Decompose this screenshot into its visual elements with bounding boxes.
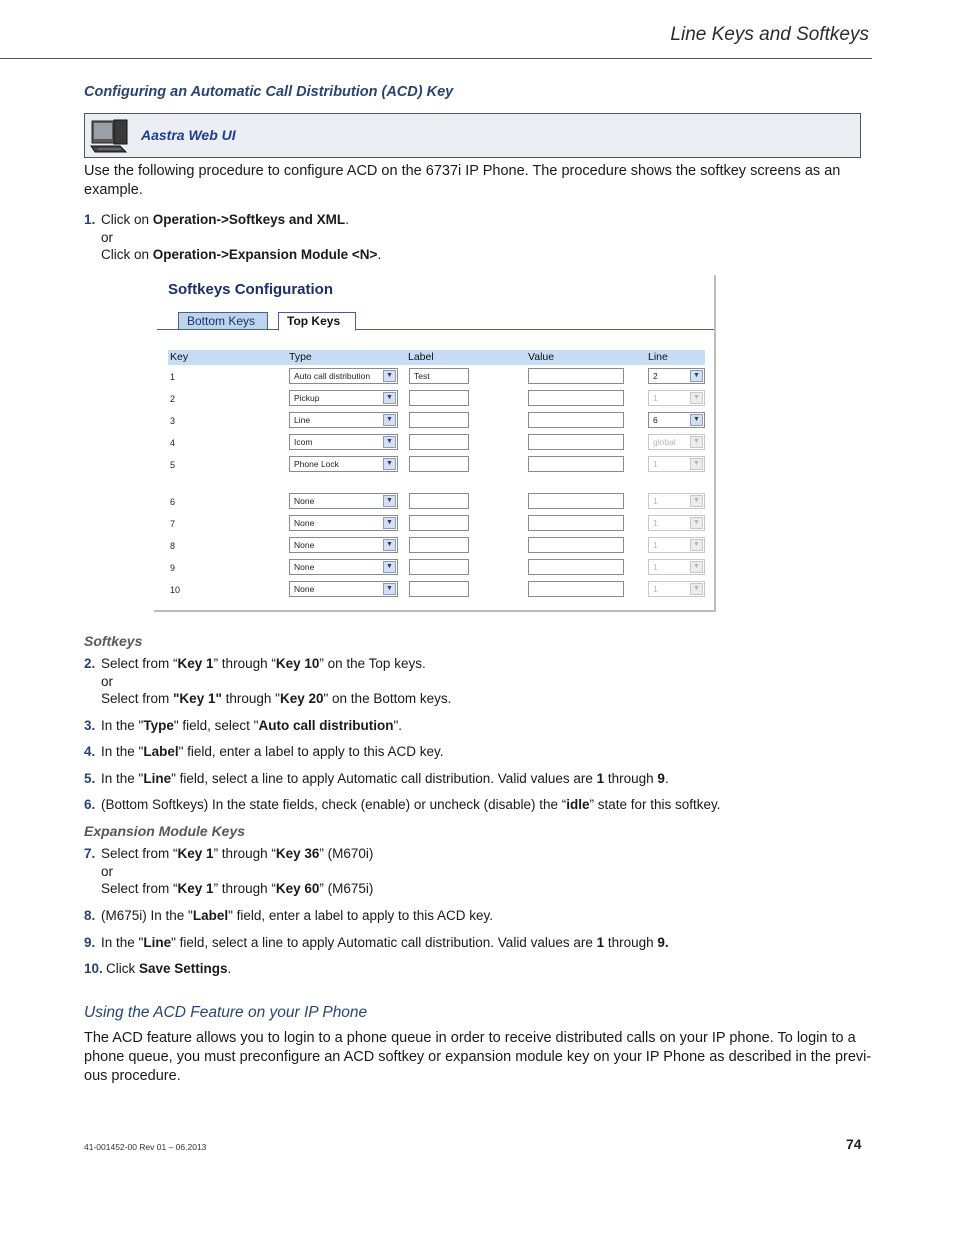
type-select[interactable] [289,368,398,384]
header-rule [0,58,872,59]
type-select-value: Line [294,415,311,425]
softkey-number: 4 [170,438,176,448]
softkey-number: 3 [170,416,176,426]
type-select-value: Icom [294,437,313,447]
column-header-bar [168,350,705,365]
line-select [648,456,705,472]
dropdown-arrow-icon: ▼ [383,583,396,595]
menu-path: Operation->Expansion Module <N> [152,247,378,262]
line-select [648,493,705,509]
tab-top-keys[interactable]: Top Keys [278,312,356,331]
type-select[interactable] [289,559,398,575]
softkeys-heading: Softkeys [84,633,143,649]
dropdown-arrow-icon: ▼ [690,561,703,573]
line-select-value: 1 [653,459,658,469]
or-text: or [101,863,114,879]
intro-paragraph: Use the following procedure to configure ACD on the 6737i IP Phone. The procedure shows the softkey screens as an example. [84,163,841,198]
line-select-value: 1 [653,540,658,550]
label-input[interactable] [409,581,469,597]
type-select[interactable] [289,537,398,553]
dropdown-arrow-icon: ▼ [690,458,703,470]
step-5: 5. In the "Line" field, select a line to apply Automatic call distribution. Valid values are 1 through 9. [84,771,669,786]
type-select-value: Phone Lock [294,459,339,469]
line-select [648,581,705,597]
dropdown-arrow-icon: ▼ [383,370,396,382]
step-number: 8. [84,908,96,923]
using-acd-paragraph: The ACD feature allows you to login to a phone queue in order to receive distributed calls on your IP phone. To login to a phone queue, you must preconfigure an ACD softkey or expansion module key on your IP Phone as described in the previ-ous procedure. [84,1030,872,1084]
tab-bottom-keys[interactable]: Bottom Keys [178,312,268,330]
expansion-heading: Expansion Module Keys [84,823,246,839]
softkey-number: 7 [170,519,176,529]
type-select[interactable] [289,390,398,406]
step-number: 1. [84,212,96,227]
label-input[interactable] [409,390,469,406]
label-input[interactable] [409,434,469,450]
dropdown-arrow-icon: ▼ [383,458,396,470]
value-input[interactable] [528,434,624,450]
footer-doc-id: 41-001452-00 Rev 01 – 06.2013 [84,1142,207,1152]
column-header-line: Line [648,351,668,363]
label-input[interactable] [409,515,469,531]
label-input[interactable]: Test [409,368,469,384]
line-select[interactable] [648,412,705,428]
softkey-number: 2 [170,394,176,404]
step-number: 9. [84,935,96,950]
value-input[interactable] [528,390,624,406]
line-select-value: 1 [653,393,658,403]
dropdown-arrow-icon: ▼ [690,539,703,551]
step-4: 4. In the "Label" field, enter a label to apply to this ACD key. [84,744,444,759]
step-6: 6. (Bottom Softkeys) In the state fields, check (enable) or uncheck (disable) the “idle” state for this softkey. [84,797,721,812]
step-3: 3. In the "Type" field, select "Auto call distribution". [84,718,403,733]
label-input[interactable] [409,456,469,472]
step-2: 2. Select from “Key 1” through “Key 10” on the Top keys. or Select from "Key 1" through "Key 20" on the Bottom keys. [84,655,872,708]
type-select-value: None [294,496,315,506]
value-input[interactable] [528,412,624,428]
step-1: 1. Click on Operation->Softkeys and XML. or Click on Operation->Expansion Module <N>. [84,211,872,264]
dropdown-arrow-icon: ▼ [690,517,703,529]
value-input[interactable] [528,368,624,384]
type-select-value: None [294,540,315,550]
line-select [648,537,705,553]
dropdown-arrow-icon: ▼ [690,436,703,448]
step-number: 3. [84,718,96,733]
line-select-value: 1 [653,562,658,572]
menu-path: Operation->Softkeys and XML [152,212,346,227]
step-10: 10. Click Save Settings. [84,961,232,976]
step-number: 4. [84,744,96,759]
column-header-value: Value [528,351,555,363]
column-header-type: Type [289,351,312,363]
using-acd-heading: Using the ACD Feature on your IP Phone [84,1004,368,1021]
line-select[interactable] [648,368,705,384]
value-input[interactable] [528,515,624,531]
label-input[interactable] [409,537,469,553]
step-number: 7. [84,846,96,861]
dropdown-arrow-icon: ▼ [383,495,396,507]
line-select-value: 1 [653,496,658,506]
line-select [648,515,705,531]
line-select-value: 1 [653,584,658,594]
type-select-value: None [294,562,315,572]
step-8: 8. (M675i) In the "Label" field, enter a label to apply to this ACD key. [84,908,494,923]
step-number: 10. [84,961,103,976]
type-select[interactable] [289,493,398,509]
type-select[interactable] [289,515,398,531]
label-input[interactable] [409,493,469,509]
type-select[interactable] [289,412,398,428]
config-title: Softkeys Configuration [168,281,334,298]
line-select-value: 2 [653,371,658,381]
softkey-number: 6 [170,497,176,507]
line-select [648,390,705,406]
value-input[interactable] [528,559,624,575]
or-text: or [101,229,114,245]
computer-icon [90,118,130,154]
dropdown-arrow-icon: ▼ [383,392,396,404]
value-input[interactable] [528,493,624,509]
dropdown-arrow-icon: ▼ [383,539,396,551]
dropdown-arrow-icon: ▼ [690,414,703,426]
value-input[interactable] [528,581,624,597]
label-input[interactable] [409,559,469,575]
or-text: or [101,673,114,689]
step-number: 2. [84,656,96,671]
type-select-value: None [294,518,315,528]
softkeys-config-screenshot [154,275,716,612]
running-head: Line Keys and Softkeys [670,24,869,45]
softkey-number: 1 [170,372,176,382]
type-select[interactable] [289,434,398,450]
page-number: 74 [846,1136,862,1152]
type-select-value: None [294,584,315,594]
dropdown-arrow-icon: ▼ [383,436,396,448]
dropdown-arrow-icon: ▼ [690,392,703,404]
dropdown-arrow-icon: ▼ [383,414,396,426]
label-input[interactable] [409,412,469,428]
dropdown-arrow-icon: ▼ [383,561,396,573]
dropdown-arrow-icon: ▼ [690,583,703,595]
section-title: Configuring an Automatic Call Distribution (ACD) Key [84,84,454,100]
value-input[interactable] [528,456,624,472]
softkey-number: 8 [170,541,176,551]
dropdown-arrow-icon: ▼ [690,370,703,382]
softkey-number: 10 [170,585,181,595]
softkey-number: 5 [170,460,176,470]
line-select [648,434,705,450]
value-input[interactable] [528,537,624,553]
type-select[interactable] [289,456,398,472]
type-select-value: Pickup [294,393,320,403]
step-9: 9. In the "Line" field, select a line to apply Automatic call distribution. Valid values are 1 through 9. [84,935,669,950]
step-7: 7. Select from “Key 1” through “Key 36” (M670i) or Select from “Key 1” through “Key 60” (M675i) [84,845,872,898]
line-select-value: 1 [653,518,658,528]
line-select [648,559,705,575]
dropdown-arrow-icon: ▼ [690,495,703,507]
step-number: 6. [84,797,96,812]
type-select-value: Auto call distribution [294,371,371,381]
column-header-label: Label [408,351,434,363]
dropdown-arrow-icon: ▼ [383,517,396,529]
step-number: 5. [84,771,96,786]
column-header-key: Key [170,351,189,363]
type-select[interactable] [289,581,398,597]
web-ui-box [84,113,861,158]
line-select-value: 6 [653,415,658,425]
web-ui-label: Aastra Web UI [141,127,236,143]
line-select-value: global [653,437,676,447]
softkey-number: 9 [170,563,176,573]
